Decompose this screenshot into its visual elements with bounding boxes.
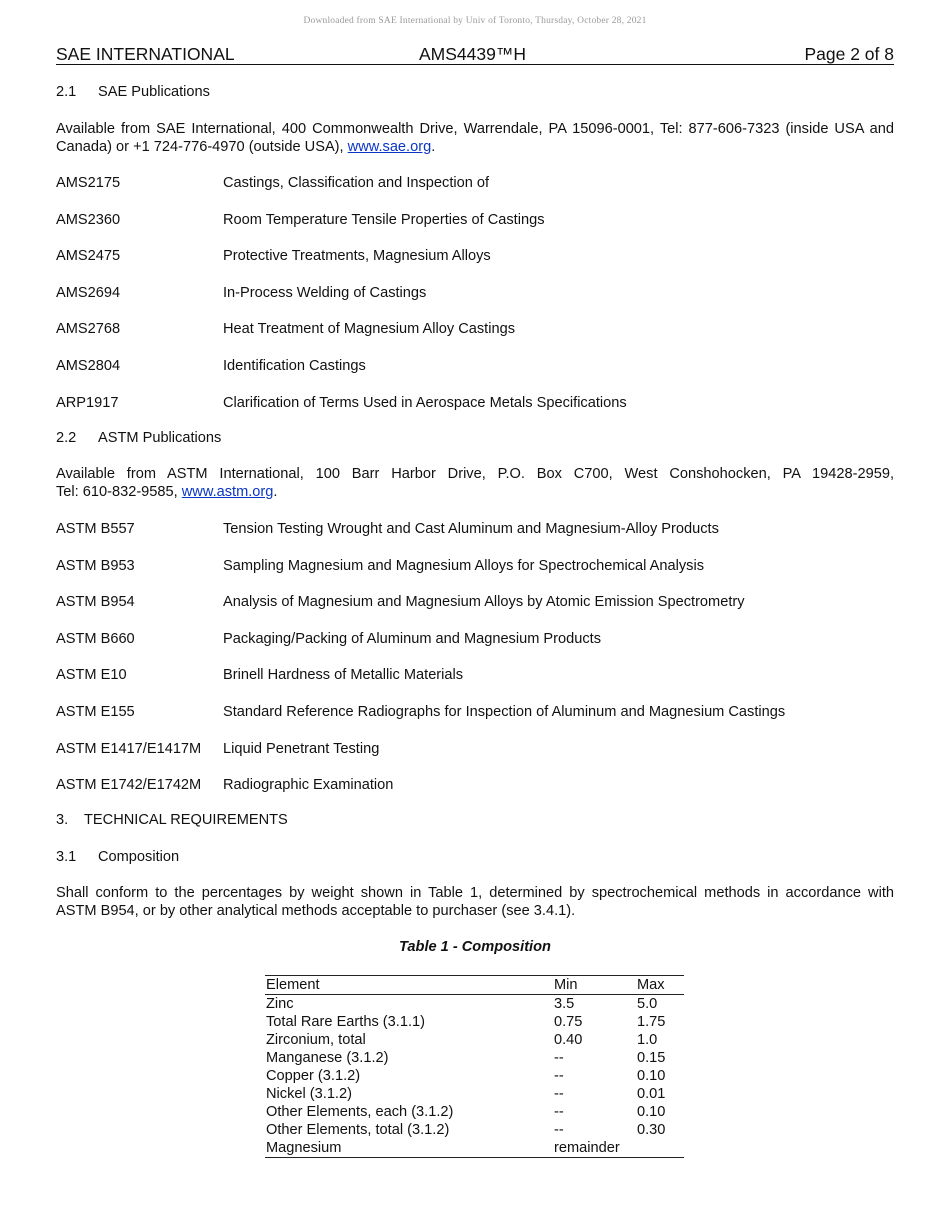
min-cell: 0.75 (554, 1014, 583, 1030)
element-cell: Copper (3.1.2) (266, 1068, 361, 1084)
reference-title: Clarification of Terms Used in Aerospace Metals Specifications (223, 394, 627, 411)
section-3-1-paragraph (56, 885, 894, 920)
reference-code: ASTM E1742/E1742M (56, 777, 202, 794)
reference-title: Sampling Magnesium and Magnesium Alloys for Spectrochemical Analysis (223, 557, 705, 574)
header-min: Min (554, 977, 578, 993)
paragraph-line-1: Shall conform to the percentages by weight shown in Table 1, determined by spectrochemical methods in accordance with (56, 885, 894, 901)
header-max: Max (637, 977, 665, 993)
section-number: 3. (56, 812, 69, 828)
section-number: 2.2 (56, 430, 77, 446)
table-row (265, 1121, 684, 1139)
reference-title: Brinell Hardness of Metallic Materials (223, 667, 464, 684)
min-cell: -- (554, 1122, 564, 1138)
reference-title: Tension Testing Wrought and Cast Aluminum and Magnesium-Alloy Products (223, 521, 719, 537)
reference-title: Liquid Penetrant Testing (223, 740, 380, 757)
max-cell: 1.75 (637, 1014, 666, 1030)
reference-title: Protective Treatments, Magnesium Alloys (223, 248, 491, 265)
astm-website-link[interactable]: www.astm.org (181, 483, 274, 500)
section-title: Composition (98, 849, 180, 865)
reference-title: In-Process Welding of Castings (223, 284, 427, 301)
min-cell: remainder (554, 1140, 620, 1156)
table-header-row (265, 976, 684, 995)
reference-code: AMS2475 (56, 248, 121, 265)
reference-code: ARP1917 (56, 394, 119, 411)
header-element: Element (266, 977, 320, 993)
section-2-2-heading (56, 430, 221, 446)
header-document-number: AMS4439™H (419, 44, 526, 64)
element-cell: Zirconium, total (266, 1032, 366, 1048)
min-cell: -- (554, 1086, 564, 1102)
reference-code: ASTM E1417/E1417M (56, 740, 202, 757)
download-watermark: Downloaded from SAE International by Univ of Toronto, Thursday, October 28, 2021 (303, 16, 647, 26)
table-row (265, 1013, 684, 1031)
element-cell: Other Elements, total (3.1.2) (266, 1122, 450, 1138)
element-cell: Manganese (3.1.2) (266, 1050, 389, 1066)
reference-title: Standard Reference Radiographs for Inspection of Aluminum and Magnesium Castings (223, 704, 786, 720)
element-cell: Nickel (3.1.2) (266, 1086, 352, 1102)
composition-table (265, 975, 684, 1158)
section-2-1-heading (56, 84, 210, 100)
reference-code: AMS2768 (56, 321, 121, 338)
page-header (56, 44, 894, 65)
section-2-1-paragraph (56, 121, 894, 156)
paragraph-end: . (273, 483, 278, 500)
min-cell: -- (554, 1050, 564, 1066)
max-cell: 0.01 (637, 1086, 666, 1102)
section-title: TECHNICAL REQUIREMENTS (84, 812, 288, 828)
sae-website-link[interactable]: www.sae.org (347, 138, 432, 155)
max-cell: 0.10 (637, 1068, 666, 1084)
reference-code: AMS2804 (56, 358, 121, 374)
reference-code: ASTM B660 (56, 630, 135, 647)
min-cell: -- (554, 1068, 564, 1084)
section-3-1-heading (56, 849, 179, 865)
reference-code: AMS2175 (56, 175, 121, 191)
element-cell: Zinc (266, 996, 294, 1012)
max-cell: 0.30 (637, 1122, 666, 1138)
table-row (265, 995, 684, 1013)
min-cell: -- (554, 1104, 564, 1120)
section-number: 2.1 (56, 84, 77, 100)
paragraph-line-2: ASTM B954, or by other analytical methods acceptable to purchaser (see 3.4.1). (56, 902, 576, 919)
table-row (265, 1085, 684, 1103)
table-1-caption: Table 1 - Composition (399, 939, 551, 955)
reference-code: ASTM E10 (56, 667, 127, 684)
element-cell: Other Elements, each (3.1.2) (266, 1104, 454, 1120)
min-cell: 3.5 (554, 996, 575, 1012)
max-cell: 0.15 (637, 1050, 666, 1066)
reference-title: Room Temperature Tensile Properties of Castings (223, 211, 545, 228)
section-number: 3.1 (56, 849, 77, 865)
reference-title: Castings, Classification and Inspection of (223, 175, 490, 191)
paragraph-end: . (431, 138, 436, 155)
reference-code: AMS2694 (56, 284, 121, 301)
max-cell: 0.10 (637, 1104, 666, 1120)
reference-title: Radiographic Examination (223, 777, 394, 794)
section-title: SAE Publications (98, 84, 210, 100)
min-cell: 0.40 (554, 1032, 583, 1048)
section-title: ASTM Publications (98, 430, 222, 446)
reference-code: ASTM B954 (56, 594, 135, 611)
section-2-2-paragraph (56, 466, 894, 501)
reference-code: ASTM E155 (56, 704, 135, 720)
reference-title: Analysis of Magnesium and Magnesium Alloys by Atomic Emission Spectrometry (223, 594, 745, 611)
paragraph-text: Tel: 610-832-9585, (56, 483, 178, 500)
paragraph-text: Available from SAE International, 400 Commonwealth Drive, Warrendale, PA 15096-0001, Tel: 877-606-7323 (inside USA and Canada) or +1 724-776-4970 (outside USA), (56, 121, 894, 155)
max-cell: 5.0 (637, 996, 658, 1012)
header-page-number: Page 2 of 8 (804, 44, 894, 64)
table-row (265, 1031, 684, 1049)
reference-code: AMS2360 (56, 211, 121, 228)
reference-code: ASTM B953 (56, 557, 135, 574)
table-row (265, 1067, 684, 1085)
reference-code: ASTM B557 (56, 521, 135, 537)
table-row (265, 1103, 684, 1121)
reference-title: Packaging/Packing of Aluminum and Magnesium Products (223, 630, 602, 647)
element-cell: Magnesium (266, 1140, 342, 1156)
reference-title: Heat Treatment of Magnesium Alloy Castings (223, 321, 516, 338)
paragraph-line-2 (56, 484, 894, 502)
paragraph-line-1: Available from ASTM International, 100 Barr Harbor Drive, P.O. Box C700, West Conshohocken, PA 19428-2959, (56, 466, 894, 482)
section-3-heading (56, 812, 288, 828)
table-row (265, 1139, 684, 1157)
header-organization: SAE INTERNATIONAL (56, 44, 235, 64)
element-cell: Total Rare Earths (3.1.1) (266, 1014, 425, 1030)
max-cell: 1.0 (637, 1032, 658, 1048)
table-row (265, 1049, 684, 1067)
table-body (265, 995, 684, 1157)
reference-title: Identification Castings (223, 358, 366, 374)
